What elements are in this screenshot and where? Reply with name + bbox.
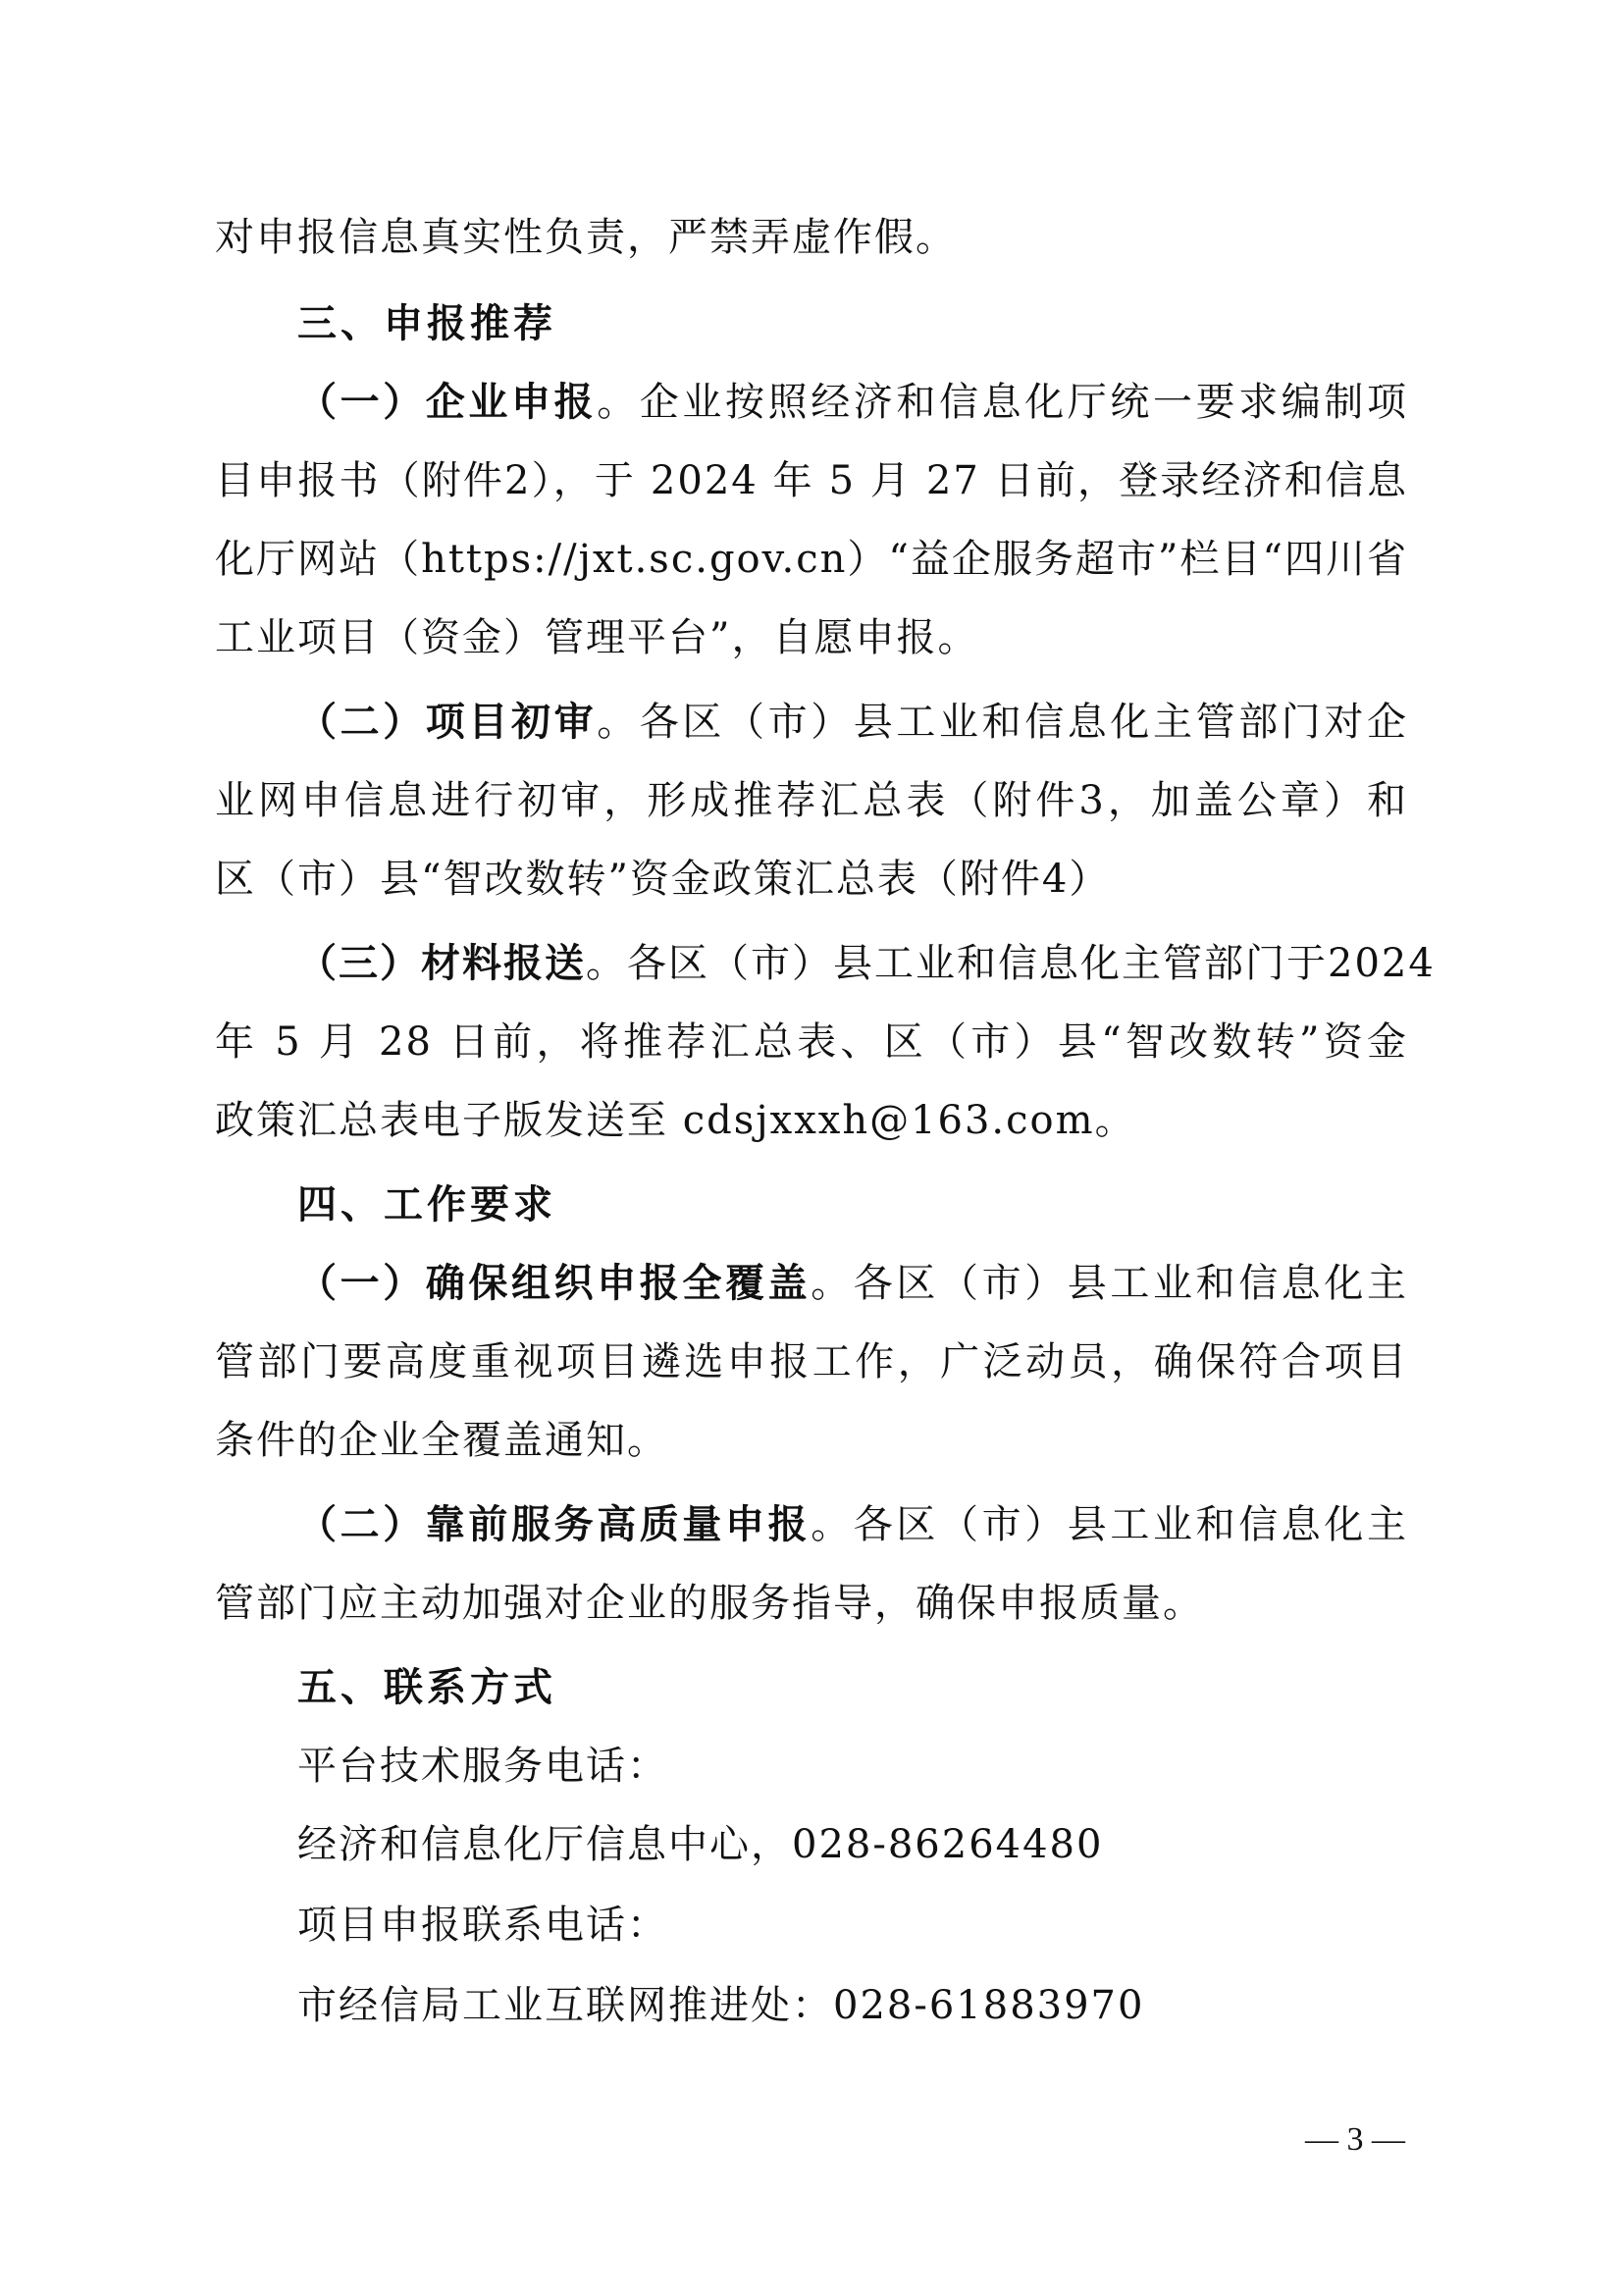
paragraph-line: 政策汇总表电子版发送至 cdsjxxxh@163.com。 [215,1098,1136,1143]
paragraph-text: 。各区（市）县工业和信息化主管部门于2024 [586,941,1436,986]
paragraph-line [297,693,1408,752]
paragraph-line [297,373,1408,432]
paragraph-line: 管部门要高度重视项目遴选申报工作，广泛动员，确保符合项目 [215,1339,1408,1384]
paragraph-text: 。各区（市）县工业和信息化主 [811,1261,1409,1306]
paragraph-line: 对申报信息真实性负责，严禁弄虚作假。 [215,215,957,260]
subsection-title: （二）项目初审 [297,699,598,745]
subsection-title: （三）材料报送 [297,940,586,986]
contact-line: 经济和信息化厅信息中心，028-86264480 [297,1822,1104,1867]
paragraph-line: 工业项目（资金）管理平台”，自愿申报。 [215,615,979,660]
section-heading: 三、申报推荐 [297,301,556,346]
subsection-title: （一）确保组织申报全覆盖 [297,1260,812,1306]
subsection-title: （一）企业申报 [297,379,598,425]
paragraph-line: 业网申信息进行初审，形成推荐汇总表（附件3，加盖公章）和 [215,778,1408,823]
section-heading: 四、工作要求 [297,1182,556,1227]
paragraph-line: 条件的企业全覆盖通知。 [215,1418,668,1463]
contact-line: 市经信局工业互联网推进处：028-61883970 [297,1983,1145,2028]
paragraph-line: 目申报书（附件2），于 2024 年 5 月 27 日前，登录经济和信息 [215,458,1408,503]
paragraph-line [297,1254,1408,1313]
paragraph-line: 管部门应主动加强对企业的服务指导，确保申报质量。 [215,1581,1204,1626]
page-number: — 3 — [1305,2121,1405,2158]
paragraph-text: 。各区（市）县工业和信息化主 [811,1502,1409,1547]
paragraph-line [297,934,1436,993]
subsection-title: （二）靠前服务高质量申报 [297,1501,812,1547]
section-heading: 五、联系方式 [297,1665,556,1710]
paragraph-line: 年 5 月 28 日前，将推荐汇总表、区（市）县“智改数转”资金 [215,1019,1408,1065]
paragraph-line: 化厅网站（https://jxt.sc.gov.cn）“益企服务超市”栏目“四川省 [215,537,1408,582]
paragraph-text: 。各区（市）县工业和信息化主管部门对企 [597,700,1409,745]
contact-line: 项目申报联系电话： [297,1903,668,1948]
paragraph-line: 区（市）县“智改数转”资金政策汇总表（附件4） [215,857,1111,902]
contact-line: 平台技术服务电话： [297,1744,668,1789]
paragraph-line [297,1495,1408,1554]
paragraph-text: 。企业按照经济和信息化厅统一要求编制项 [597,380,1409,425]
